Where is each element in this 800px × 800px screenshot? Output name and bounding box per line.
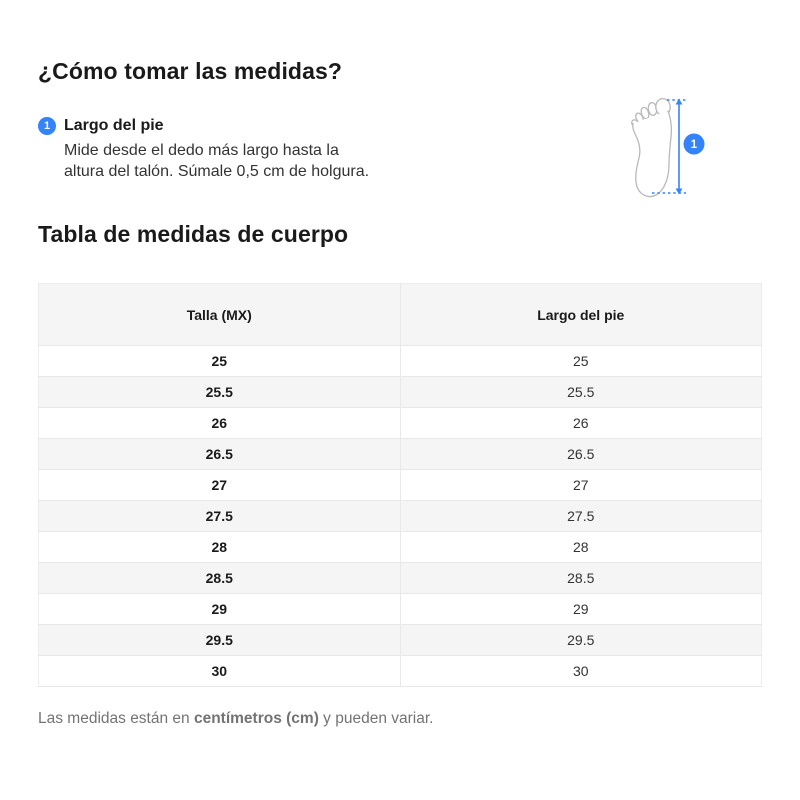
- cell-largo-del-pie: 29: [400, 594, 762, 625]
- cell-talla-mx: 29.5: [39, 625, 401, 656]
- table-row: [39, 563, 762, 594]
- cell-largo-del-pie: 29.5: [400, 625, 762, 656]
- cell-talla-mx: 29: [39, 594, 401, 625]
- cell-talla-mx: 27.5: [39, 501, 401, 532]
- table-row: [39, 656, 762, 687]
- size-table-body: [39, 346, 762, 687]
- cell-largo-del-pie: 25.5: [400, 377, 762, 408]
- cell-talla-mx: 28.5: [39, 563, 401, 594]
- table-row: [39, 470, 762, 501]
- table-row: [39, 501, 762, 532]
- column-header-talla-mx: Talla (MX): [39, 284, 401, 346]
- cell-largo-del-pie: 28: [400, 532, 762, 563]
- table-row: [39, 625, 762, 656]
- units-note: [38, 710, 433, 728]
- table-row: [39, 594, 762, 625]
- table-heading: Tabla de medidas de cuerpo: [38, 221, 349, 247]
- cell-largo-del-pie: 27: [400, 470, 762, 501]
- foot-measurement-diagram: [622, 93, 722, 207]
- column-header-largo-del-pie: Largo del pie: [400, 284, 762, 346]
- cell-talla-mx: 30: [39, 656, 401, 687]
- table-row: [39, 532, 762, 563]
- table-row: [39, 346, 762, 377]
- cell-largo-del-pie: 26: [400, 408, 762, 439]
- page-title: ¿Cómo tomar las medidas?: [38, 58, 343, 84]
- cell-talla-mx: 25.5: [39, 377, 401, 408]
- units-note-suffix: y pueden variar.: [318, 710, 434, 727]
- measure-step-label: Largo del pie: [64, 117, 164, 134]
- cell-largo-del-pie: 27.5: [400, 501, 762, 532]
- cell-largo-del-pie: 28.5: [400, 563, 762, 594]
- cell-talla-mx: 25: [39, 346, 401, 377]
- measure-step-description-line2: altura del talón. Súmale 0,5 cm de holgura.: [64, 162, 370, 180]
- diagram-marker-number: 1: [690, 139, 698, 151]
- cell-talla-mx: 26: [39, 408, 401, 439]
- table-row: [39, 408, 762, 439]
- cell-talla-mx: 28: [39, 532, 401, 563]
- size-table: [38, 283, 762, 687]
- cell-largo-del-pie: 30: [400, 656, 762, 687]
- measure-step-description-line1: Mide desde el dedo más largo hasta la: [64, 142, 339, 159]
- step-number-badge: 1: [38, 117, 56, 135]
- table-row: [39, 377, 762, 408]
- measure-step-description: [64, 141, 394, 182]
- table-row: [39, 439, 762, 470]
- cell-largo-del-pie: 26.5: [400, 439, 762, 470]
- foot-sole-icon: [622, 93, 722, 207]
- cell-largo-del-pie: 25: [400, 346, 762, 377]
- size-table-header: [39, 284, 762, 346]
- cell-talla-mx: 27: [39, 470, 401, 501]
- cell-talla-mx: 26.5: [39, 439, 401, 470]
- units-note-bold: centímetros (cm): [193, 710, 319, 727]
- units-note-prefix: Las medidas están en: [38, 710, 194, 727]
